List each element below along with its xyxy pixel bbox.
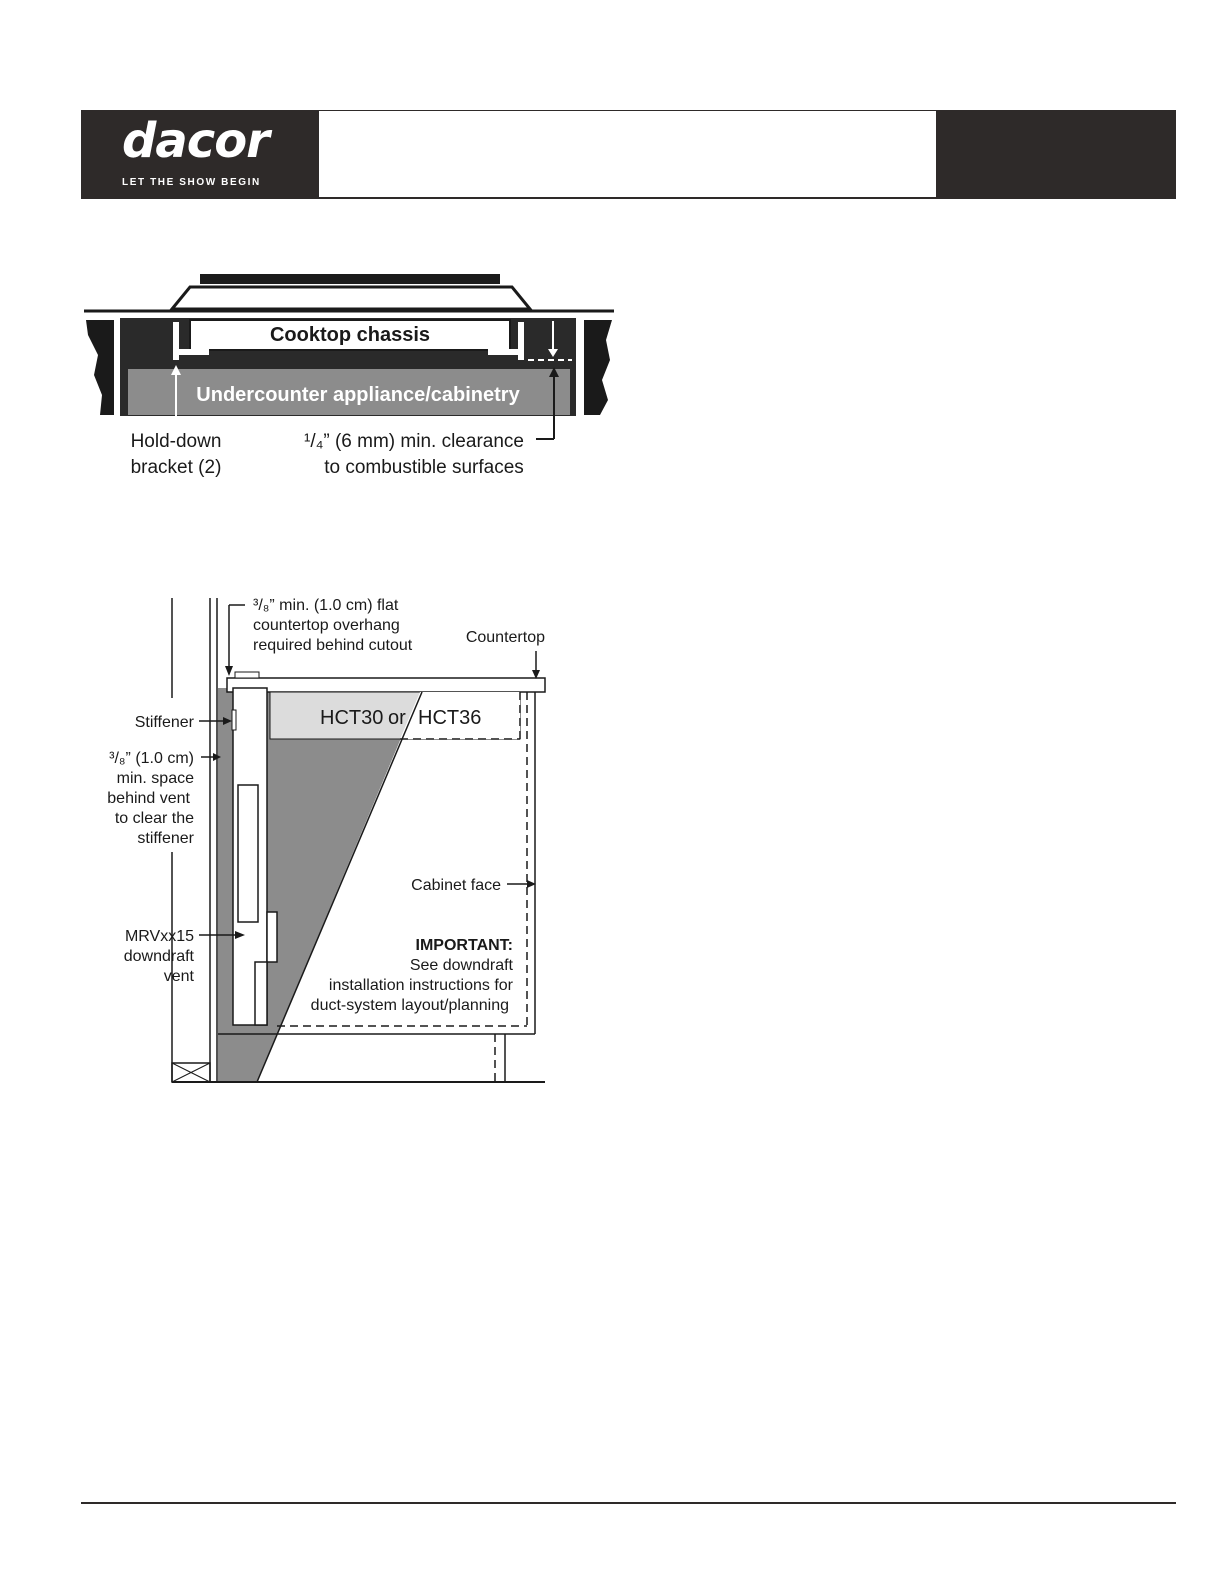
- cabinet-face-label: Cabinet face: [411, 877, 501, 894]
- right-bracket-screw: [518, 322, 524, 360]
- cooktop-cross-section-figure: [80, 265, 620, 485]
- vent-opening: [238, 785, 258, 922]
- overhang-line2: countertop overhang: [253, 617, 400, 634]
- header-title-box: [319, 111, 936, 197]
- cooktop-cross-section-diagram: [80, 265, 620, 485]
- model-hct36: HCT36: [418, 707, 482, 729]
- bracket-label-line1: Hold-down: [130, 431, 222, 452]
- overhang-line3: required behind cutout: [253, 637, 413, 654]
- stiffener-label: Stiffener: [134, 714, 194, 731]
- right-wall: [584, 320, 612, 415]
- cooktop-housing: [172, 287, 530, 309]
- chassis-label: Cooktop chassis: [269, 324, 431, 346]
- countertop-label: Countertop: [465, 629, 545, 646]
- countertop: [227, 678, 545, 692]
- downdraft-side-view-figure: [95, 590, 555, 1090]
- vent-lower-panel: [255, 962, 267, 1025]
- vent-side-panel: [267, 912, 277, 962]
- important-line1: See downdraft: [409, 957, 513, 974]
- space-line4: to clear the: [114, 810, 194, 827]
- important-line2: installation instructions for: [328, 977, 513, 994]
- clearance-label-line1: ¹/₄” (6 mm) min. clearance: [304, 431, 524, 452]
- overhang-arrow: [225, 666, 233, 676]
- space-line3: behind vent: [107, 790, 190, 807]
- important-title: IMPORTANT:: [415, 937, 513, 954]
- left-bracket-screw: [173, 322, 179, 360]
- model-or: or: [388, 707, 406, 729]
- logo-wordmark: dacor: [122, 113, 269, 169]
- important-line3: duct-system layout/planning: [310, 997, 509, 1014]
- space-line1: ³/₈” (1.0 cm): [109, 750, 194, 767]
- space-line5: stiffener: [137, 830, 194, 847]
- downdraft-side-view-diagram: [95, 590, 555, 1090]
- space-line2: min. space: [116, 770, 194, 787]
- vent-line3: vent: [163, 968, 194, 985]
- left-bracket: [179, 349, 209, 355]
- right-bracket: [488, 349, 518, 355]
- cabinet-label: Undercounter appliance/cabinetry: [196, 384, 520, 406]
- clearance-label-line2: to combustible surfaces: [324, 457, 524, 478]
- vent-line1: MRVxx15: [124, 928, 194, 945]
- stiffener: [232, 710, 236, 730]
- vent-cap: [235, 672, 259, 678]
- vent-line2: downdraft: [123, 948, 194, 965]
- overhang-line1: ³/₈” min. (1.0 cm) flat: [253, 597, 399, 614]
- footer-rule: [81, 1502, 1176, 1504]
- model-hct30: HCT30: [320, 707, 384, 729]
- bracket-label-line2: bracket (2): [130, 457, 222, 478]
- logo-tagline: LET THE SHOW BEGIN: [122, 177, 261, 188]
- cooktop-glass: [200, 274, 500, 284]
- left-wall: [86, 320, 114, 415]
